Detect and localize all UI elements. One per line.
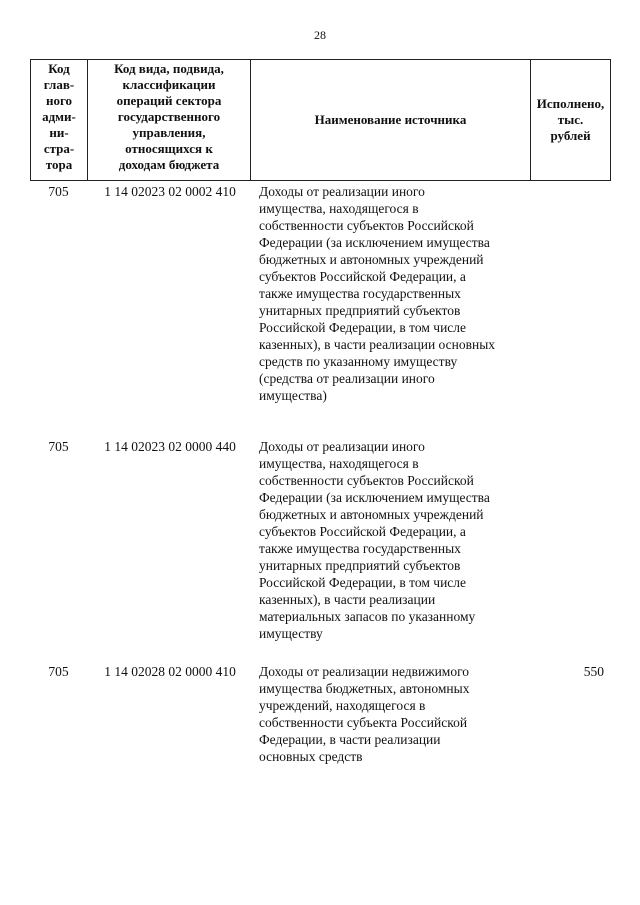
header-amount-line: рублей xyxy=(550,128,591,143)
header-admin-code-line: адми- xyxy=(42,109,76,124)
header-amount xyxy=(531,60,611,181)
table-body xyxy=(30,183,610,765)
row-classification-code: 1 14 02023 02 0000 440 xyxy=(104,439,236,454)
header-admin-code-line: ного xyxy=(45,93,73,108)
header-source-name xyxy=(251,60,531,181)
row-admin-code: 705 xyxy=(48,439,69,454)
header-admin-code-line: стра- xyxy=(43,141,75,156)
header-classification-line: классификации xyxy=(122,77,216,92)
header-classification-line: относящихся к xyxy=(125,141,213,156)
table-row xyxy=(30,438,610,642)
row-amount: 550 xyxy=(583,664,604,679)
table-row xyxy=(30,183,610,404)
header-classification-line: государственного xyxy=(117,109,221,124)
header-classification-line: доходам бюджета xyxy=(118,157,220,172)
row-source-name: Доходы от реализации иного имущества, находящегося в собственности субъектов Российской Федерации (за исключением имущества бюджетных и автономных учреждений субъектов Российской Федерации, а также имущества государственных унитарных предприятий субъектов Российской Федерации, в том числе казенных), в части реализации основных средств по указанному имуществу (средства от реализации иного имущества) xyxy=(259,184,496,403)
row-source-name: Доходы от реализации недвижимого имущества бюджетных, автономных учреждений, находящегося в собственности субъекта Российской Федерации, в части реализации основных средств xyxy=(259,664,470,764)
table-header xyxy=(30,59,611,181)
row-admin-code: 705 xyxy=(48,664,69,679)
header-classification-line: Код вида, подвида, xyxy=(114,61,224,76)
header-admin-code-line: ни- xyxy=(49,125,69,140)
page-number: 28 xyxy=(314,28,326,42)
header-source-name-label: Наименование источника xyxy=(314,112,467,127)
row-source-name: Доходы от реализации иного имущества, находящегося в собственности субъектов Российской Федерации (за исключением имущества бюджетных и автономных учреждений субъектов Российской Федерации, а также имущества государственных унитарных предприятий субъектов Российской Федерации, в том числе казенных), в части реализации материальных запасов по указанному имуществу xyxy=(259,439,490,641)
header-amount-line: тыс. xyxy=(557,112,584,127)
header-classification xyxy=(88,60,251,181)
header-admin-code xyxy=(31,60,88,181)
header-classification-line: управления, xyxy=(132,125,206,140)
row-classification-code: 1 14 02023 02 0002 410 xyxy=(104,184,236,199)
header-admin-code-line: Код xyxy=(48,61,70,76)
table-row xyxy=(30,663,610,765)
row-classification-code: 1 14 02028 02 0000 410 xyxy=(104,664,236,679)
header-classification-line: операций сектора xyxy=(116,93,222,108)
row-admin-code: 705 xyxy=(48,184,69,199)
header-admin-code-line: глав- xyxy=(43,77,75,92)
header-admin-code-line: тора xyxy=(45,157,73,172)
header-amount-line: Исполнено, xyxy=(536,96,605,111)
